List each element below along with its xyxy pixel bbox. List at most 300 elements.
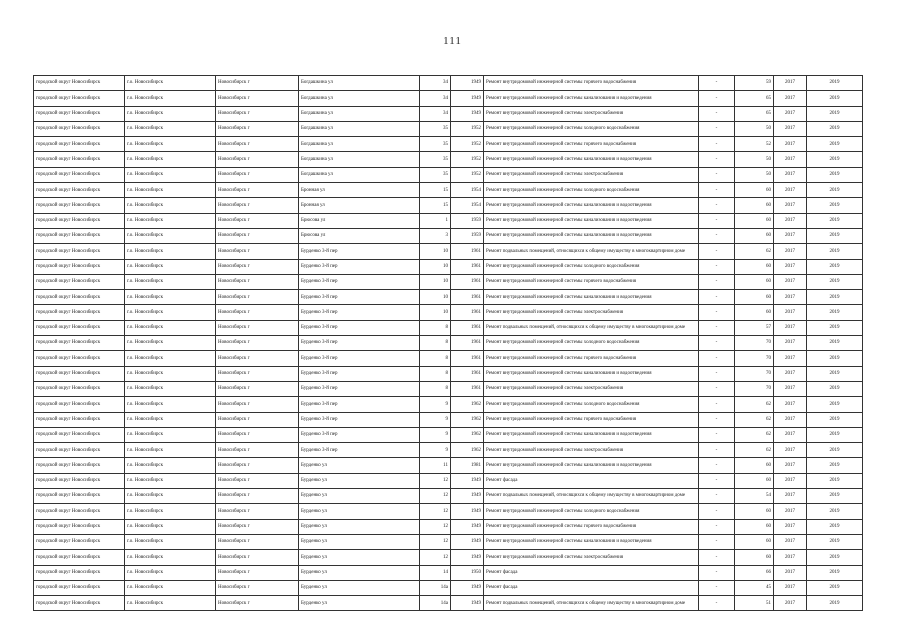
cell-district: городской округ Новосибирск: [34, 427, 125, 442]
cell-plan-start: 2017: [774, 519, 807, 534]
cell-work-type: Ремонт внутридомовой инженерной системы канализования и водоотведения: [484, 91, 699, 106]
cell-build-year: 1949: [451, 580, 484, 595]
table-row: [34, 458, 863, 473]
cell-street: Бурденко 3-й пер: [299, 320, 420, 335]
table-row: [34, 412, 863, 427]
cell-town: г.о. Новосибирск: [125, 351, 216, 366]
cell-work-type: Ремонт внутридомовой инженерной системы холодного водоснабжения: [484, 183, 699, 198]
table-row: [34, 473, 863, 488]
cell-house: 8: [420, 381, 451, 396]
cell-street: Брюсова ул: [299, 228, 420, 243]
cell-wear-percent: 66: [735, 565, 774, 580]
cell-work-type: Ремонт внутридомовой инженерной системы канализования и водоотведения: [484, 290, 699, 305]
cell-plan-end: 2019: [807, 76, 863, 91]
cell-build-year: 1949: [451, 550, 484, 565]
cell-build-year: 1961: [451, 336, 484, 351]
cell-town: г.о. Новосибирск: [125, 213, 216, 228]
cell-street: Бурденко ул: [299, 550, 420, 565]
cell-build-year: 1952: [451, 137, 484, 152]
cell-build-year: 1961: [451, 244, 484, 259]
table-row: [34, 596, 863, 611]
cell-district: городской округ Новосибирск: [34, 198, 125, 213]
cell-wear-percent: 62: [735, 443, 774, 458]
cell-district: городской округ Новосибирск: [34, 504, 125, 519]
cell-dash: -: [699, 458, 735, 473]
cell-plan-end: 2019: [807, 565, 863, 580]
cell-house: 10: [420, 290, 451, 305]
cell-plan-start: 2017: [774, 458, 807, 473]
cell-plan-start: 2017: [774, 427, 807, 442]
cell-plan-end: 2019: [807, 198, 863, 213]
cell-plan-start: 2017: [774, 183, 807, 198]
cell-city: Новосибирск г: [216, 412, 299, 427]
table-row: [34, 489, 863, 504]
cell-work-type: Ремонт внутридомовой инженерной системы горячего водоснабжения: [484, 274, 699, 289]
cell-town: г.о. Новосибирск: [125, 305, 216, 320]
cell-city: Новосибирск г: [216, 228, 299, 243]
cell-city: Новосибирск г: [216, 443, 299, 458]
cell-build-year: 1954: [451, 198, 484, 213]
cell-street: Богдашкина ул: [299, 76, 420, 91]
cell-city: Новосибирск г: [216, 137, 299, 152]
cell-house: 12: [420, 534, 451, 549]
cell-district: городской округ Новосибирск: [34, 167, 125, 182]
cell-dash: -: [699, 580, 735, 595]
cell-town: г.о. Новосибирск: [125, 519, 216, 534]
cell-dash: -: [699, 228, 735, 243]
cell-house: 35: [420, 137, 451, 152]
table-row: [34, 228, 863, 243]
cell-work-type: Ремонт внутридомовой инженерной системы электроснабжения: [484, 381, 699, 396]
cell-dash: -: [699, 473, 735, 488]
cell-dash: -: [699, 412, 735, 427]
cell-work-type: Ремонт внутридомовой инженерной системы холодного водоснабжения: [484, 121, 699, 136]
cell-plan-end: 2019: [807, 580, 863, 595]
cell-district: городской округ Новосибирск: [34, 320, 125, 335]
cell-district: городской округ Новосибирск: [34, 458, 125, 473]
cell-street: Бурденко 3-й пер: [299, 412, 420, 427]
cell-build-year: 1949: [451, 91, 484, 106]
cell-work-type: Ремонт фасада: [484, 473, 699, 488]
cell-work-type: Ремонт внутридомовой инженерной системы электроснабжения: [484, 167, 699, 182]
cell-city: Новосибирск г: [216, 121, 299, 136]
cell-plan-end: 2019: [807, 244, 863, 259]
cell-street: Бурденко 3-й пер: [299, 274, 420, 289]
cell-build-year: 1962: [451, 427, 484, 442]
cell-dash: -: [699, 565, 735, 580]
cell-plan-start: 2017: [774, 397, 807, 412]
cell-plan-end: 2019: [807, 534, 863, 549]
cell-town: г.о. Новосибирск: [125, 121, 216, 136]
cell-town: г.о. Новосибирск: [125, 198, 216, 213]
cell-work-type: Ремонт внутридомовой инженерной системы холодного водоснабжения: [484, 504, 699, 519]
cell-street: Бурденко 3-й пер: [299, 427, 420, 442]
cell-street: Бурденко 3-й пер: [299, 397, 420, 412]
cell-plan-end: 2019: [807, 412, 863, 427]
cell-house: 10: [420, 305, 451, 320]
cell-city: Новосибирск г: [216, 320, 299, 335]
cell-dash: -: [699, 183, 735, 198]
cell-city: Новосибирск г: [216, 427, 299, 442]
cell-town: г.о. Новосибирск: [125, 397, 216, 412]
cell-district: городской округ Новосибирск: [34, 336, 125, 351]
cell-wear-percent: 60: [735, 473, 774, 488]
cell-work-type: Ремонт внутридомовой инженерной системы канализования и водоотведения: [484, 534, 699, 549]
cell-house: 8: [420, 336, 451, 351]
cell-plan-start: 2017: [774, 443, 807, 458]
cell-wear-percent: 65: [735, 106, 774, 121]
cell-dash: -: [699, 443, 735, 458]
cell-district: городской округ Новосибирск: [34, 534, 125, 549]
cell-plan-end: 2019: [807, 274, 863, 289]
cell-town: г.о. Новосибирск: [125, 366, 216, 381]
cell-house: 9: [420, 412, 451, 427]
cell-plan-end: 2019: [807, 427, 863, 442]
cell-house: 9: [420, 397, 451, 412]
cell-wear-percent: 60: [735, 550, 774, 565]
cell-street: Бурденко 3-й пер: [299, 443, 420, 458]
cell-build-year: 1981: [451, 458, 484, 473]
cell-plan-start: 2017: [774, 504, 807, 519]
cell-dash: -: [699, 106, 735, 121]
cell-city: Новосибирск г: [216, 565, 299, 580]
cell-city: Новосибирск г: [216, 489, 299, 504]
cell-house: 9: [420, 427, 451, 442]
cell-wear-percent: 62: [735, 397, 774, 412]
cell-dash: -: [699, 76, 735, 91]
cell-plan-start: 2017: [774, 152, 807, 167]
cell-street: Богдашкина ул: [299, 106, 420, 121]
cell-work-type: Ремонт внутридомовой инженерной системы электроснабжения: [484, 106, 699, 121]
cell-town: г.о. Новосибирск: [125, 504, 216, 519]
cell-house: 15: [420, 183, 451, 198]
cell-wear-percent: 62: [735, 427, 774, 442]
cell-house: 12: [420, 519, 451, 534]
table-row: [34, 397, 863, 412]
cell-plan-start: 2017: [774, 91, 807, 106]
cell-work-type: Ремонт внутридомовой инженерной системы канализования и водоотведения: [484, 198, 699, 213]
cell-work-type: Ремонт внутридомовой инженерной системы горячего водоснабжения: [484, 412, 699, 427]
table-row: [34, 198, 863, 213]
cell-house: 10: [420, 274, 451, 289]
cell-town: г.о. Новосибирск: [125, 290, 216, 305]
cell-city: Новосибирск г: [216, 259, 299, 274]
cell-work-type: Ремонт внутридомовой инженерной системы электроснабжения: [484, 443, 699, 458]
cell-build-year: 1949: [451, 106, 484, 121]
cell-dash: -: [699, 534, 735, 549]
cell-wear-percent: 60: [735, 519, 774, 534]
cell-district: городской округ Новосибирск: [34, 397, 125, 412]
cell-street: Бурденко ул: [299, 458, 420, 473]
cell-wear-percent: 50: [735, 152, 774, 167]
cell-wear-percent: 60: [735, 274, 774, 289]
cell-district: городской округ Новосибирск: [34, 228, 125, 243]
cell-work-type: Ремонт фасада: [484, 565, 699, 580]
cell-build-year: 1961: [451, 381, 484, 396]
cell-street: Богдашкина ул: [299, 137, 420, 152]
cell-dash: -: [699, 489, 735, 504]
cell-plan-start: 2017: [774, 121, 807, 136]
cell-wear-percent: 70: [735, 366, 774, 381]
cell-plan-start: 2017: [774, 336, 807, 351]
cell-dash: -: [699, 274, 735, 289]
cell-street: Бурденко 3-й пер: [299, 351, 420, 366]
cell-build-year: 1959: [451, 213, 484, 228]
cell-wear-percent: 60: [735, 198, 774, 213]
cell-house: 8: [420, 366, 451, 381]
table-row: [34, 167, 863, 182]
cell-plan-end: 2019: [807, 443, 863, 458]
cell-town: г.о. Новосибирск: [125, 596, 216, 611]
cell-plan-end: 2019: [807, 336, 863, 351]
cell-street: Бурденко ул: [299, 504, 420, 519]
cell-district: городской округ Новосибирск: [34, 290, 125, 305]
cell-build-year: 1949: [451, 76, 484, 91]
cell-street: Бурденко ул: [299, 519, 420, 534]
cell-plan-end: 2019: [807, 519, 863, 534]
cell-town: г.о. Новосибирск: [125, 381, 216, 396]
cell-plan-start: 2017: [774, 228, 807, 243]
table-row: [34, 504, 863, 519]
cell-plan-start: 2017: [774, 351, 807, 366]
cell-build-year: 1961: [451, 274, 484, 289]
cell-dash: -: [699, 504, 735, 519]
cell-dash: -: [699, 550, 735, 565]
cell-district: городской округ Новосибирск: [34, 152, 125, 167]
cell-work-type: Ремонт внутридомовой инженерной системы горячего водоснабжения: [484, 519, 699, 534]
cell-build-year: 1952: [451, 152, 484, 167]
cell-street: Богдашкина ул: [299, 121, 420, 136]
cell-street: Бурденко ул: [299, 534, 420, 549]
cell-district: городской округ Новосибирск: [34, 274, 125, 289]
cell-town: г.о. Новосибирск: [125, 228, 216, 243]
cell-town: г.о. Новосибирск: [125, 534, 216, 549]
table-row: [34, 152, 863, 167]
cell-city: Новосибирск г: [216, 534, 299, 549]
cell-plan-end: 2019: [807, 366, 863, 381]
cell-wear-percent: 60: [735, 228, 774, 243]
cell-plan-end: 2019: [807, 91, 863, 106]
table-row: [34, 381, 863, 396]
cell-house: 14а: [420, 596, 451, 611]
cell-district: городской округ Новосибирск: [34, 473, 125, 488]
cell-house: 34: [420, 76, 451, 91]
cell-dash: -: [699, 519, 735, 534]
table-body: [34, 76, 863, 611]
cell-district: городской округ Новосибирск: [34, 596, 125, 611]
cell-wear-percent: 50: [735, 121, 774, 136]
cell-dash: -: [699, 596, 735, 611]
cell-build-year: 1949: [451, 519, 484, 534]
cell-dash: -: [699, 381, 735, 396]
cell-house: 35: [420, 121, 451, 136]
cell-dash: -: [699, 167, 735, 182]
cell-build-year: 1961: [451, 290, 484, 305]
cell-plan-end: 2019: [807, 152, 863, 167]
cell-wear-percent: 62: [735, 412, 774, 427]
cell-wear-percent: 60: [735, 290, 774, 305]
cell-street: Бурденко ул: [299, 565, 420, 580]
cell-plan-end: 2019: [807, 504, 863, 519]
cell-dash: -: [699, 336, 735, 351]
cell-work-type: Ремонт внутридомовой инженерной системы горячего водоснабжения: [484, 76, 699, 91]
cell-work-type: Ремонт внутридомовой инженерной системы канализования и водоотведения: [484, 366, 699, 381]
cell-build-year: 1961: [451, 305, 484, 320]
cell-house: 12: [420, 550, 451, 565]
cell-wear-percent: 62: [735, 244, 774, 259]
cell-plan-end: 2019: [807, 167, 863, 182]
cell-plan-end: 2019: [807, 305, 863, 320]
cell-district: городской округ Новосибирск: [34, 366, 125, 381]
cell-dash: -: [699, 244, 735, 259]
cell-district: городской округ Новосибирск: [34, 121, 125, 136]
cell-street: Богдашкина ул: [299, 152, 420, 167]
cell-house: 35: [420, 167, 451, 182]
cell-town: г.о. Новосибирск: [125, 259, 216, 274]
cell-dash: -: [699, 213, 735, 228]
cell-plan-end: 2019: [807, 137, 863, 152]
table-row: [34, 305, 863, 320]
cell-build-year: 1961: [451, 366, 484, 381]
cell-wear-percent: 51: [735, 596, 774, 611]
cell-street: Бурденко 3-й пер: [299, 336, 420, 351]
cell-plan-end: 2019: [807, 228, 863, 243]
cell-district: городской округ Новосибирск: [34, 91, 125, 106]
cell-plan-end: 2019: [807, 320, 863, 335]
cell-house: 8: [420, 320, 451, 335]
cell-district: городской округ Новосибирск: [34, 76, 125, 91]
cell-district: городской округ Новосибирск: [34, 351, 125, 366]
cell-build-year: 1952: [451, 121, 484, 136]
cell-town: г.о. Новосибирск: [125, 565, 216, 580]
cell-city: Новосибирск г: [216, 596, 299, 611]
cell-wear-percent: 60: [735, 534, 774, 549]
cell-work-type: Ремонт внутридомовой инженерной системы канализования и водоотведения: [484, 228, 699, 243]
cell-house: 9: [420, 443, 451, 458]
cell-house: 12: [420, 473, 451, 488]
cell-city: Новосибирск г: [216, 290, 299, 305]
cell-district: городской округ Новосибирск: [34, 244, 125, 259]
cell-work-type: Ремонт внутридомовой инженерной системы канализования и водоотведения: [484, 458, 699, 473]
cell-plan-end: 2019: [807, 351, 863, 366]
cell-dash: -: [699, 152, 735, 167]
cell-district: городской округ Новосибирск: [34, 489, 125, 504]
cell-plan-start: 2017: [774, 244, 807, 259]
cell-work-type: Ремонт подвальных помещений, относящихся к общему имуществу в многоквартирном доме: [484, 320, 699, 335]
cell-plan-start: 2017: [774, 167, 807, 182]
cell-district: городской округ Новосибирск: [34, 259, 125, 274]
cell-wear-percent: 45: [735, 580, 774, 595]
cell-dash: -: [699, 397, 735, 412]
cell-plan-start: 2017: [774, 320, 807, 335]
cell-plan-start: 2017: [774, 412, 807, 427]
cell-dash: -: [699, 305, 735, 320]
cell-street: Бурденко 3-й пер: [299, 259, 420, 274]
cell-plan-end: 2019: [807, 489, 863, 504]
cell-plan-start: 2017: [774, 550, 807, 565]
cell-plan-start: 2017: [774, 290, 807, 305]
cell-plan-end: 2019: [807, 550, 863, 565]
cell-wear-percent: 60: [735, 259, 774, 274]
cell-plan-start: 2017: [774, 274, 807, 289]
cell-dash: -: [699, 366, 735, 381]
cell-wear-percent: 52: [735, 137, 774, 152]
cell-dash: -: [699, 351, 735, 366]
cell-build-year: 1961: [451, 259, 484, 274]
cell-wear-percent: 54: [735, 489, 774, 504]
cell-street: Бурденко 3-й пер: [299, 244, 420, 259]
cell-district: городской округ Новосибирск: [34, 183, 125, 198]
cell-city: Новосибирск г: [216, 167, 299, 182]
cell-city: Новосибирск г: [216, 213, 299, 228]
cell-street: Бурденко 3-й пер: [299, 381, 420, 396]
cell-house: 12: [420, 489, 451, 504]
table-row: [34, 534, 863, 549]
cell-street: Бронная ул: [299, 198, 420, 213]
cell-wear-percent: 50: [735, 167, 774, 182]
cell-district: городской округ Новосибирск: [34, 580, 125, 595]
cell-wear-percent: 59: [735, 76, 774, 91]
cell-city: Новосибирск г: [216, 473, 299, 488]
cell-city: Новосибирск г: [216, 336, 299, 351]
cell-town: г.о. Новосибирск: [125, 580, 216, 595]
cell-wear-percent: 65: [735, 91, 774, 106]
cell-build-year: 1952: [451, 167, 484, 182]
cell-plan-start: 2017: [774, 381, 807, 396]
cell-plan-end: 2019: [807, 397, 863, 412]
cell-town: г.о. Новосибирск: [125, 320, 216, 335]
cell-wear-percent: 70: [735, 381, 774, 396]
cell-work-type: Ремонт внутридомовой инженерной системы холодного водоснабжения: [484, 259, 699, 274]
cell-city: Новосибирск г: [216, 351, 299, 366]
cell-city: Новосибирск г: [216, 381, 299, 396]
table-row: [34, 351, 863, 366]
cell-street: Бурденко ул: [299, 489, 420, 504]
cell-city: Новосибирск г: [216, 366, 299, 381]
cell-city: Новосибирск г: [216, 397, 299, 412]
cell-plan-end: 2019: [807, 290, 863, 305]
table-row: [34, 565, 863, 580]
cell-city: Новосибирск г: [216, 274, 299, 289]
cell-street: Богдашкина ул: [299, 91, 420, 106]
cell-build-year: 1949: [451, 596, 484, 611]
table-row: [34, 336, 863, 351]
cell-plan-end: 2019: [807, 473, 863, 488]
cell-district: городской округ Новосибирск: [34, 213, 125, 228]
cell-plan-start: 2017: [774, 106, 807, 121]
cell-build-year: 1962: [451, 412, 484, 427]
cell-city: Новосибирск г: [216, 244, 299, 259]
table-row: [34, 366, 863, 381]
cell-plan-end: 2019: [807, 458, 863, 473]
cell-work-type: Ремонт подвальных помещений, относящихся к общему имуществу в многоквартирном доме: [484, 596, 699, 611]
cell-plan-start: 2017: [774, 596, 807, 611]
cell-wear-percent: 60: [735, 458, 774, 473]
page-number: 111: [443, 35, 462, 47]
cell-plan-end: 2019: [807, 596, 863, 611]
cell-build-year: 1962: [451, 443, 484, 458]
cell-dash: -: [699, 259, 735, 274]
cell-city: Новосибирск г: [216, 106, 299, 121]
cell-town: г.о. Новосибирск: [125, 152, 216, 167]
cell-street: Бурденко 3-й пер: [299, 305, 420, 320]
cell-city: Новосибирск г: [216, 76, 299, 91]
cell-town: г.о. Новосибирск: [125, 183, 216, 198]
cell-street: Бронная ул: [299, 183, 420, 198]
cell-plan-end: 2019: [807, 259, 863, 274]
table-row: [34, 76, 863, 91]
cell-town: г.о. Новосибирск: [125, 274, 216, 289]
